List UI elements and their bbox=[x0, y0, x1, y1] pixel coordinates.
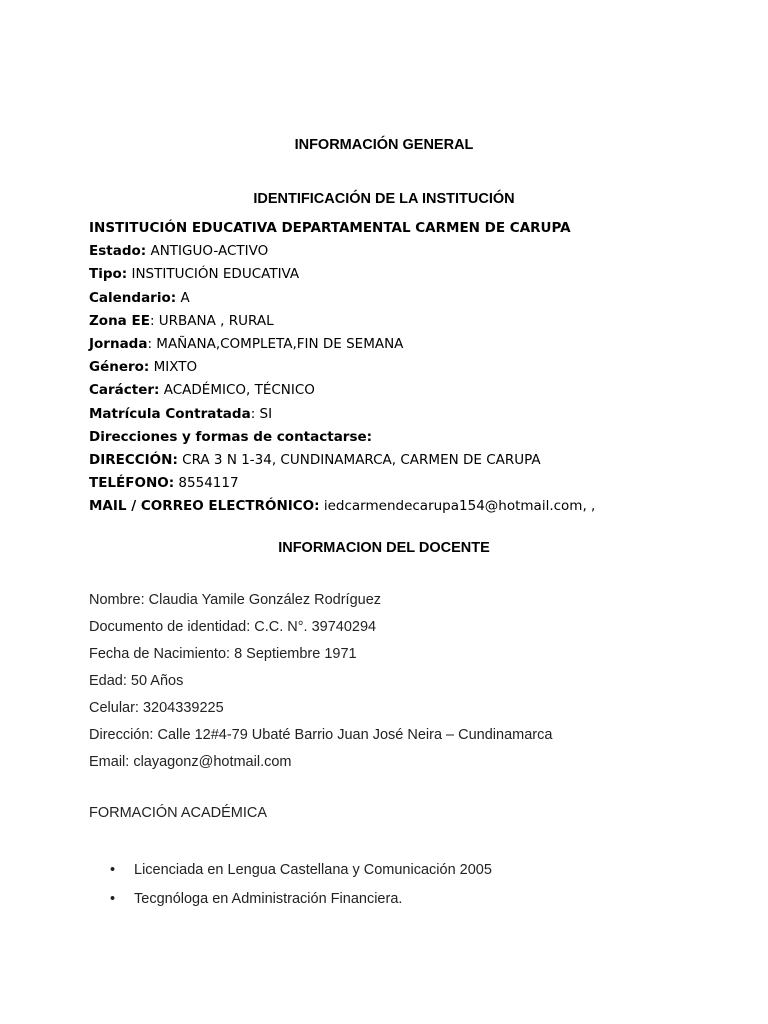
formacion-list bbox=[110, 858, 492, 916]
teacher-info bbox=[89, 587, 552, 776]
teacher-section-heading: INFORMACION DEL DOCENTE bbox=[278, 540, 490, 556]
field-label: Zona EE bbox=[89, 312, 150, 329]
field-label: DIRECCIÓN: bbox=[89, 451, 178, 468]
teacher-address: Dirección: Calle 12#4-79 Ubaté Barrio Juan José Neira – Cundinamarca bbox=[89, 727, 553, 743]
field-value: MIXTO bbox=[149, 359, 198, 376]
institution-section-heading: IDENTIFICACIÓN DE LA INSTITUCIÓN bbox=[253, 191, 515, 207]
field-matricula bbox=[89, 403, 595, 426]
field-label: Carácter: bbox=[89, 382, 160, 399]
field-value: CRA 3 N 1-34, CUNDINAMARCA, CARMEN DE CARUPA bbox=[177, 451, 541, 468]
field-contacto bbox=[89, 426, 595, 449]
field-value: ANTIGUO-ACTIVO bbox=[146, 243, 269, 260]
field-genero bbox=[89, 356, 595, 379]
list-item bbox=[110, 858, 492, 887]
field-caracter bbox=[89, 379, 595, 402]
field-label: Estado: bbox=[89, 243, 147, 260]
institution-name: INSTITUCIÓN EDUCATIVA DEPARTAMENTAL CARMEN DE CARUPA bbox=[89, 220, 571, 236]
field-label: Género: bbox=[89, 359, 150, 376]
field-tipo bbox=[89, 263, 595, 286]
teacher-phone: Celular: 3204339225 bbox=[89, 700, 224, 716]
list-item-text: Tecgnóloga en Administración Financiera. bbox=[134, 891, 403, 907]
bullet-icon: • bbox=[110, 891, 116, 907]
document-heading: INFORMACIÓN GENERAL bbox=[294, 137, 474, 153]
field-telefono bbox=[89, 472, 595, 495]
teacher-id: Documento de identidad: C.C. N°. 39740294 bbox=[89, 619, 377, 635]
formacion-heading: FORMACIÓN ACADÉMICA bbox=[89, 805, 268, 821]
institution-info bbox=[89, 217, 595, 518]
field-label: Direcciones y formas de contactarse: bbox=[89, 428, 373, 445]
field-direccion bbox=[89, 449, 595, 472]
field-value: ACADÉMICO, TÉCNICO bbox=[159, 382, 315, 399]
field-value: A bbox=[176, 289, 190, 306]
teacher-birthdate: Fecha de Nacimiento: 8 Septiembre 1971 bbox=[89, 646, 357, 662]
field-label: MAIL / CORREO ELECTRÓNICO: bbox=[89, 498, 320, 515]
field-value: : MAÑANA,COMPLETA,FIN DE SEMANA bbox=[147, 335, 404, 352]
teacher-email: Email: clayagonz@hotmail.com bbox=[89, 754, 292, 770]
list-item bbox=[110, 887, 492, 916]
field-label: Tipo: bbox=[89, 266, 128, 283]
field-value: : URBANA , RURAL bbox=[149, 312, 274, 329]
field-jornada bbox=[89, 333, 595, 356]
field-label: Matrícula Contratada bbox=[89, 405, 251, 422]
field-label: Jornada bbox=[89, 335, 148, 352]
field-label: TELÉFONO: bbox=[89, 475, 175, 492]
field-value: : SI bbox=[250, 405, 273, 422]
field-zona bbox=[89, 310, 595, 333]
list-item-text: Licenciada en Lengua Castellana y Comunicación 2005 bbox=[134, 862, 492, 878]
field-value: iedcarmendecarupa154@hotmail.com, , bbox=[319, 498, 596, 515]
field-estado bbox=[89, 240, 595, 263]
field-mail bbox=[89, 495, 595, 518]
bullet-icon: • bbox=[110, 862, 116, 878]
field-label: Calendario: bbox=[89, 289, 177, 306]
teacher-name: Nombre: Claudia Yamile González Rodríguez bbox=[89, 592, 382, 608]
field-calendario bbox=[89, 287, 595, 310]
field-value: 8554117 bbox=[174, 475, 239, 492]
field-value: INSTITUCIÓN EDUCATIVA bbox=[127, 266, 300, 283]
teacher-age: Edad: 50 Años bbox=[89, 673, 184, 689]
